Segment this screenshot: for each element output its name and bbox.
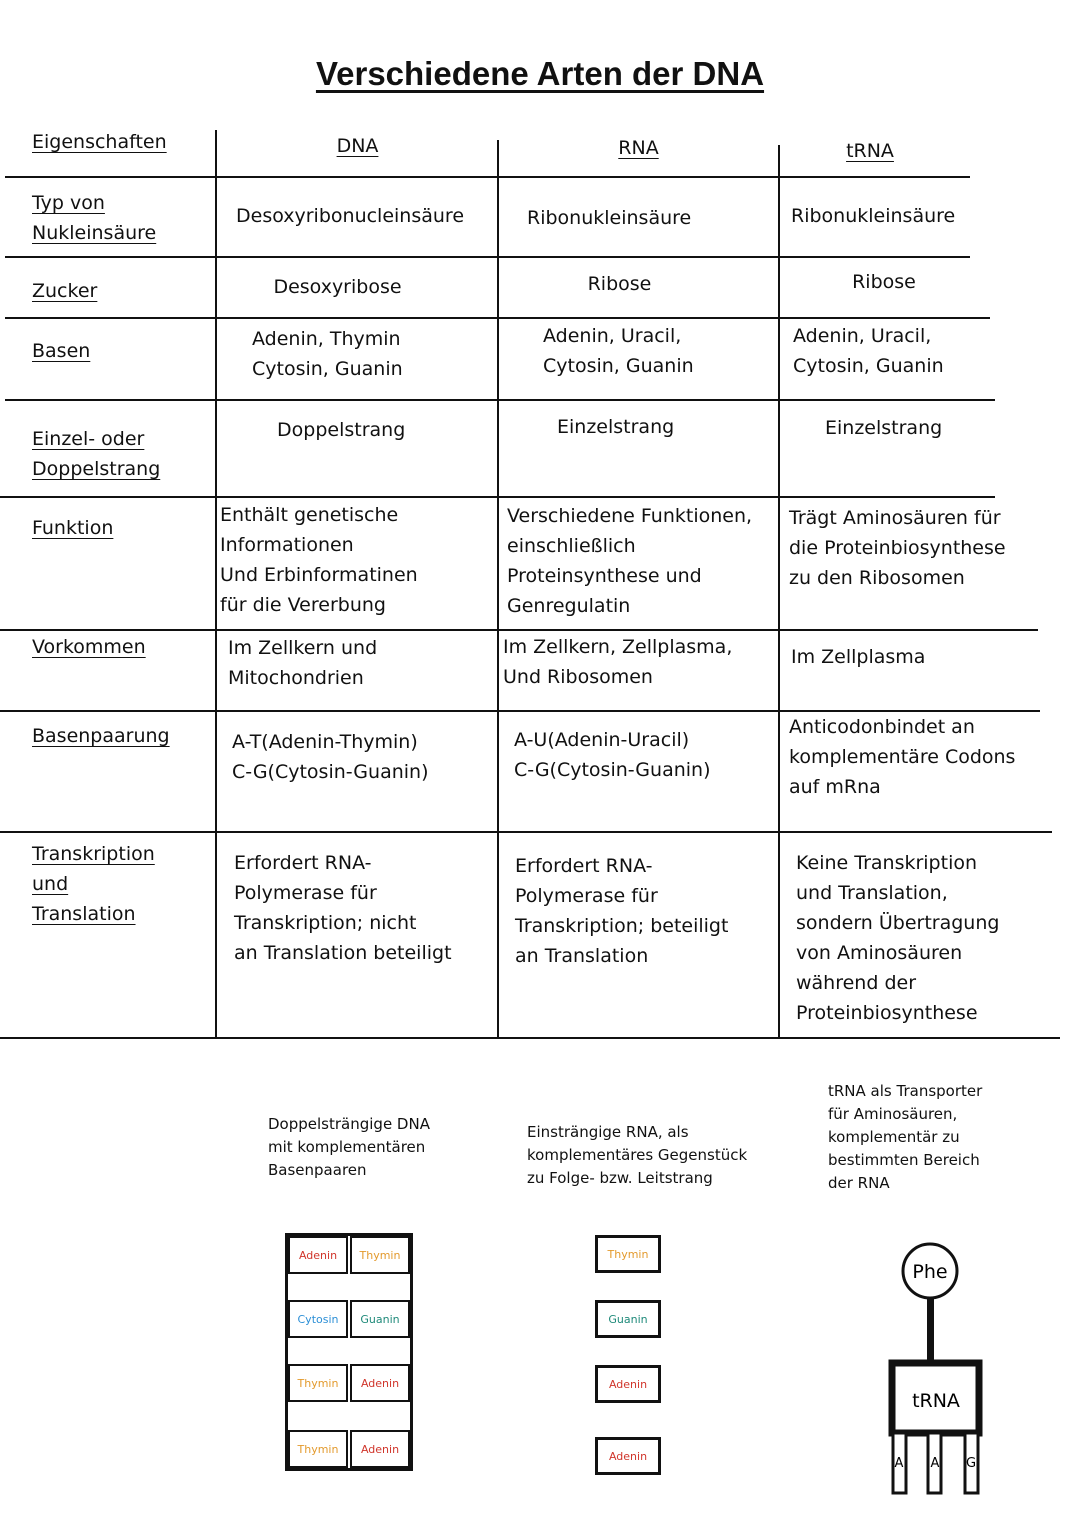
- page-title: Verschiedene Arten der DNA: [315, 55, 765, 92]
- row-label-typ: Typ von Nukleinsäure: [32, 192, 157, 244]
- dna-base-pair: [288, 1300, 410, 1338]
- dna-base-right: Thymin: [350, 1236, 410, 1274]
- cell-trna-transkription: Keine Transkription und Translation, sondern Übertragung von Aminosäuren während der Proteinbiosynthese: [796, 852, 1000, 1024]
- row-label-funktion: Funktion: [32, 517, 114, 539]
- row-label-zucker: Zucker: [32, 280, 98, 302]
- dna-caption: Doppelsträngige DNA mit komplementären Basenpaaren: [268, 1115, 430, 1179]
- cell-rna-vorkommen: Im Zellkern, Zellplasma, Und Ribosomen: [503, 636, 733, 688]
- dna-base-pair: [288, 1364, 410, 1402]
- cell-trna-basen: Adenin, Uracil, Cytosin, Guanin: [793, 325, 944, 377]
- trna-caption: tRNA als Transporter für Aminosäuren, komplementär zu bestimmten Bereich der RNA: [828, 1082, 983, 1192]
- dna-base-right: Adenin: [350, 1364, 410, 1402]
- row-label-vorkommen: Vorkommen: [32, 636, 146, 658]
- cell-rna-typ: Ribonukleinsäure: [527, 207, 692, 229]
- cell-dna-strang: Doppelstrang: [277, 419, 406, 441]
- dna-base-left: Thymin: [288, 1364, 348, 1402]
- cell-dna-funktion: Enthält genetische Informationen Und Erbinformatinen für die Vererbung: [220, 504, 418, 616]
- dna-diagram: [285, 1233, 413, 1471]
- cell-dna-transkription: Erfordert RNA- Polymerase für Transkription; nicht an Translation beteiligt: [234, 852, 452, 964]
- amino-acid-label: Phe: [912, 1261, 948, 1283]
- cell-rna-funktion: Verschiedene Funktionen, einschließlich Proteinsynthese und Genregulatin: [507, 505, 753, 617]
- dna-base-left: Cytosin: [288, 1300, 348, 1338]
- cell-trna-funktion: Trägt Aminosäuren für die Proteinbiosynthese zu den Ribosomen: [789, 507, 1006, 589]
- header-dna: DNA: [336, 135, 379, 157]
- row-label-transkription: Transkription und Translation: [32, 843, 155, 925]
- cell-dna-vorkommen: Im Zellkern und Mitochondrien: [228, 637, 378, 689]
- anticodon-base: G: [965, 1456, 977, 1471]
- anticodon-base: A: [894, 1456, 904, 1471]
- dna-base-left: Adenin: [288, 1236, 348, 1274]
- cell-trna-basenpaarung: Anticodonbindet an komplementäre Codons auf mRna: [789, 716, 1016, 798]
- cell-rna-transkription: Erfordert RNA- Polymerase für Transkription; beteiligt an Translation: [515, 855, 729, 967]
- header-rna: RNA: [618, 137, 659, 159]
- dna-base-left: Thymin: [288, 1430, 348, 1468]
- trna-label: tRNA: [912, 1390, 960, 1412]
- trna-stem: [927, 1298, 934, 1364]
- header-trna: tRNA: [846, 140, 894, 162]
- dna-base-pair: [288, 1430, 410, 1468]
- rna-caption: Einsträngige RNA, als komplementäres Gegenstück zu Folge- bzw. Leitstrang: [527, 1123, 748, 1187]
- header-eigenschaften: Eigenschaften: [32, 131, 167, 153]
- dna-base-pair: [288, 1236, 410, 1274]
- cell-dna-basenpaarung: A-T(Adenin-Thymin) C-G(Cytosin-Guanin): [232, 731, 429, 783]
- dna-base-right: Adenin: [350, 1430, 410, 1468]
- rna-base: Adenin: [595, 1365, 661, 1403]
- cell-dna-basen: Adenin, Thymin Cytosin, Guanin: [252, 328, 403, 380]
- cell-rna-basen: Adenin, Uracil, Cytosin, Guanin: [543, 325, 694, 377]
- cell-dna-typ: Desoxyribonucleinsäure: [236, 205, 465, 227]
- cell-trna-vorkommen: Im Zellplasma: [791, 646, 926, 668]
- cell-rna-zucker: Ribose: [587, 273, 652, 295]
- cell-rna-basenpaarung: A-U(Adenin-Uracil) C-G(Cytosin-Guanin): [514, 729, 711, 781]
- row-label-basen: Basen: [32, 340, 91, 362]
- row-label-basenpaarung: Basenpaarung: [32, 725, 170, 747]
- cell-trna-zucker: Ribose: [852, 271, 916, 293]
- trna-diagram: [880, 1235, 1000, 1500]
- rna-base: Guanin: [595, 1300, 661, 1338]
- dna-base-right: Guanin: [350, 1300, 410, 1338]
- cell-trna-strang: Einzelstrang: [825, 417, 943, 439]
- cell-trna-typ: Ribonukleinsäure: [791, 205, 956, 227]
- anticodon-base: A: [930, 1456, 940, 1471]
- cell-rna-strang: Einzelstrang: [557, 416, 675, 438]
- rna-base: Thymin: [595, 1235, 661, 1273]
- rna-base: Adenin: [595, 1437, 661, 1475]
- cell-dna-zucker: Desoxyribose: [273, 276, 402, 298]
- row-label-strang: Einzel- oder Doppelstrang: [32, 428, 161, 480]
